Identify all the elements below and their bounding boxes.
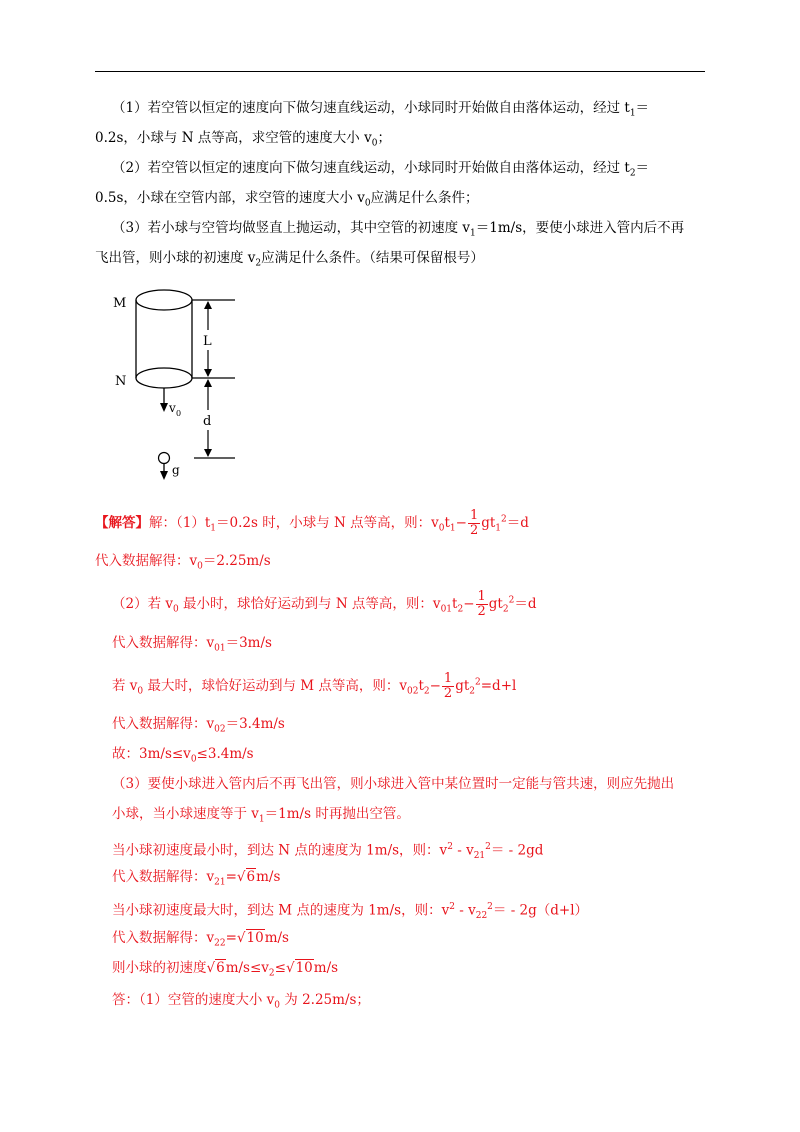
question-3-line-2: 飞出管，则小球的初速度 $v_2$应满足什么条件。（结果可保留根号） [95,250,484,269]
d-arrow-down [204,449,212,457]
answer-line-4: 代入数据解得：$v_{01}=3m/s$ [112,635,272,654]
ball [159,453,170,464]
answer-line-5: 若 $v_0$ 最大时，球恰好运动到与 M 点等高，则：$v_{02}t_2-$ $\frac{1}{2}$ $gt_2^2=d+l$ [112,671,517,701]
l-arrow-down [204,369,212,377]
question-2-line-2: 0.5s，小球在空管内部，求空管的速度大小 $v_0$应满足什么条件； [95,190,479,209]
answer-line-12: 当小球初速度最大时，到达 M 点的速度为 1m/s，则：$v^2 - v_{22}^2= - 2g(d+l)$ [112,902,589,922]
label-n: N [115,374,127,389]
d-arrow-up [204,379,212,387]
label-m: M [113,296,127,311]
question-1-line-2: 0.2s，小球与 N 点等高，求空管的速度大小 $v_0$； [95,130,391,149]
question-3-line-1: （3）若小球与空管均做竖直上抛运动，其中空管的初速度 $v_1=1m/s$，要使小球进入管内后不再 [112,220,685,239]
answer-line-9: 小球，当小球速度等于 $v_1=1m/s$ 时再抛出空管。 [112,806,410,825]
header-rule [95,71,705,72]
l-arrow-up [204,301,212,309]
answer-line-3: （2）若 $v_0$ 最小时，球恰好运动到与 N 点等高，则：$v_{01}t_2-$ $\frac{1}{2}$ $gt_2^2=d$ [112,589,537,619]
tube-top-ellipse [136,290,192,310]
answer-line-15: 答：（1）空管的速度大小 $v_0$ 为 2.25m/s； [112,992,370,1011]
answer-line-10: 当小球初速度最小时，到达 N 点的速度为 1m/s，则：$v^2 - v_{21}^2= - 2gd$ [112,842,544,862]
answer-line-13: 代入数据解得：$v_{22}=√10m/s$ [112,930,289,949]
label-d: d [203,414,212,429]
tube-diagram [110,288,250,483]
answer-line-14: 则小球的初速度$√6m/s\le v_2\le√10m/s$ [112,960,339,979]
tube-bottom-ellipse [136,368,192,388]
label-v: v [169,401,176,415]
question-1-line-1: （1）若空管以恒定的速度向下做匀速直线运动，小球同时开始做自由落体运动，经过 $t_1=$ [112,100,650,119]
label-v-sub: 0 [176,409,182,418]
answer-line-7: 故：$3m/s\le v_0\le 3.4m/s$ [112,746,254,765]
velocity-arrow-head [160,403,168,412]
answer-line-11: 代入数据解得：$v_{21}=√6m/s$ [112,869,281,888]
answer-line-8: （3）要使小球进入管内后不再飞出管，则小球进入管中某位置时一定能与管共速，则应先抛出 [112,776,675,792]
label-g: g [172,463,180,477]
label-l: L [203,334,212,349]
answer-line-1: 【解答】解：$(1)t_1=0.2s$ 时，小球与 N 点等高，则：$v_0t_1-$ $\frac{1}{2}$ $gt_1^2=d$ [95,508,529,538]
answer-line-2: 代入数据解得：$v_0=2.25m/s$ [95,553,271,572]
gravity-arrow-head [160,471,168,480]
question-2-line-1: （2）若空管以恒定的速度向下做匀速直线运动，小球同时开始做自由落体运动，经过 $t_2=$ [112,160,650,179]
answer-line-6: 代入数据解得：$v_{02}=3.4m/s$ [112,716,285,735]
